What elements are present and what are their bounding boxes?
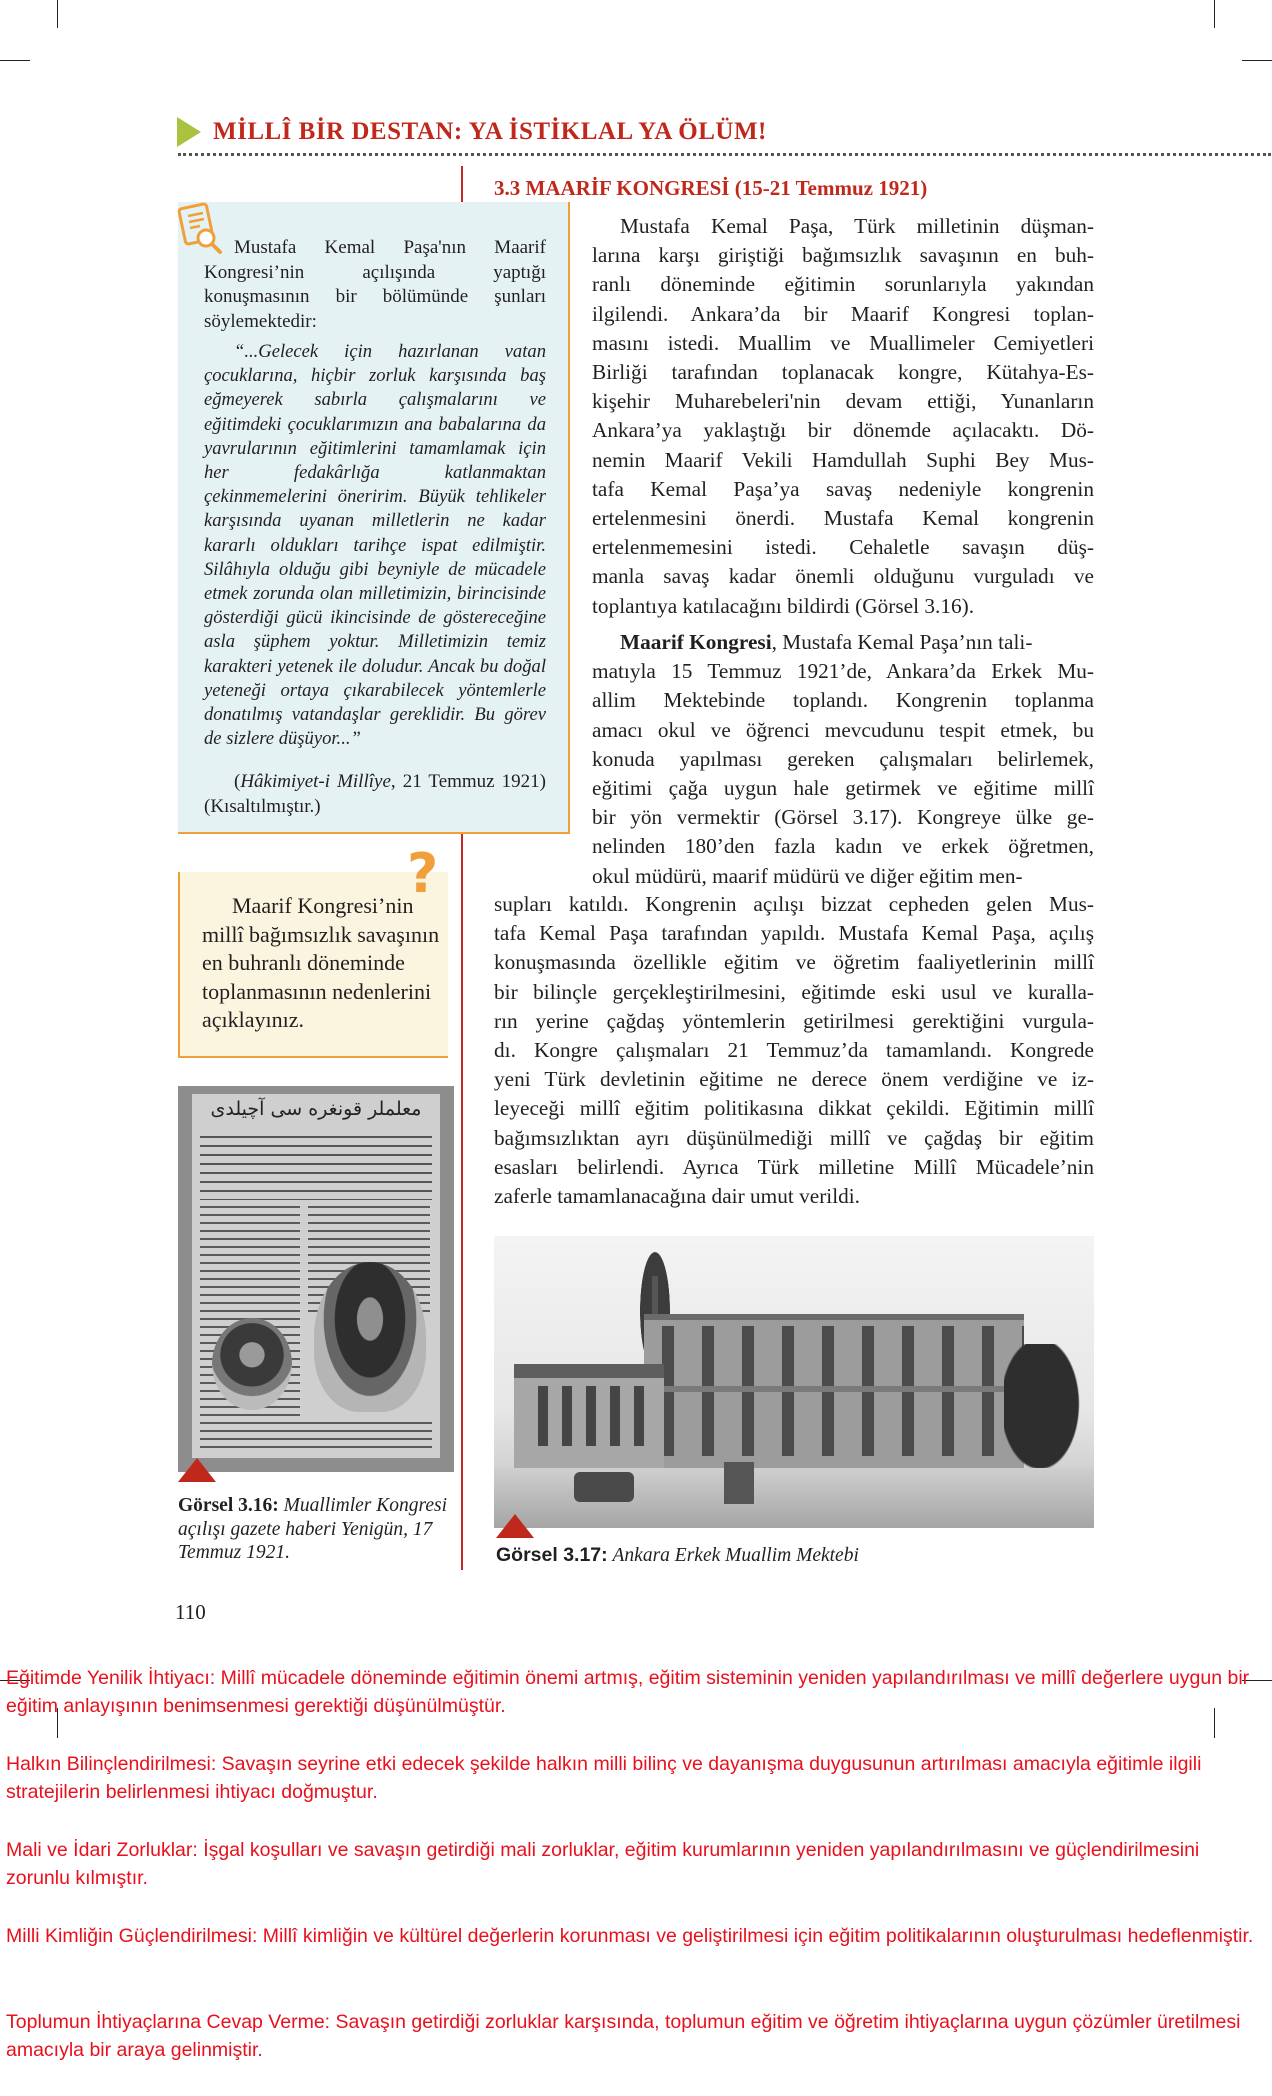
main-paragraph-2-continued <box>494 890 1094 1211</box>
paragraph-lines <box>592 657 1094 891</box>
text-line: bir yön vermektir (Görsel 3.17). Kongreye ülke ge- <box>592 805 1094 830</box>
page-number: 110 <box>175 1600 206 1624</box>
paragraph-lines <box>494 890 1094 1211</box>
caption-pointer-icon <box>178 1458 216 1482</box>
text-line: dı. Kongre çalışmaları 21 Temmuz’da tamamlandı. Kongrede <box>494 1038 1094 1063</box>
text-line: Birliği tarafından toplanacak kongre, Kütahya-Es- <box>592 360 1094 385</box>
text-line: esasları belirlendi. Ayrıca Türk milletine Millî Mücadele’nin <box>494 1154 1094 1179</box>
text-line: masını istedi. Muallim ve Muallimeler Cemiyetleri <box>592 330 1094 355</box>
paragraph-first-line <box>592 628 1094 657</box>
quote-source <box>204 770 546 819</box>
text-line: konuşmasında özellikle eğitim ve öğretim faaliyetlerinin millî <box>494 950 1094 975</box>
text-line: leyeceği millî eğitim politikasına dikkat çekildi. Eğitimin millî <box>494 1096 1094 1121</box>
main-paragraph-2 <box>592 628 1094 891</box>
portrait-left <box>212 1318 292 1410</box>
text-line: ertelenmesini önerdi. Mustafa Kemal kongrenin <box>592 506 1094 531</box>
caption-text: Ankara Erkek Muallim Mektebi <box>612 1545 859 1566</box>
caption-label: Görsel 3.17: <box>496 1544 608 1566</box>
question-text: Maarif Kongresi’nin millî bağımsızlık savaşının en buhranlı döneminde toplanmasının nedenlerini açıklayınız. <box>202 893 440 1032</box>
text-line: okul müdürü, maarif müdürü ve diğer eğitim men- <box>592 863 1023 888</box>
text-span: , 21 Temmuz 1921) (Kısaltılmıştır.) <box>204 771 547 817</box>
crop-mark <box>1214 0 1215 28</box>
text-line: nelinden 180’den fazla kadın ve erkek öğretmen, <box>592 834 1094 859</box>
caption-text: Muallimler Kongresi açılışı gazete haberi Yenigün, 17 Temmuz 1921. <box>178 1495 448 1563</box>
text-line: ertelenmemesini istedi. Cehaletle savaşın düş- <box>592 535 1094 560</box>
quote-intro: Mustafa Kemal Paşa'nın Maarif Kongresi’nin açılışında yaptığı konuşmasının bir bölümünde şunları söylemektedir: <box>204 237 546 332</box>
text-line: kişehir Muharebeleri'nin devam ettiği, Yunanların <box>592 389 1094 414</box>
paragraph-lines <box>592 212 1094 621</box>
text-line: eğitimi çağa uygun hale getirmek ve eğitime millî <box>592 776 1094 801</box>
text-line: matıyla 15 Temmuz 1921’de, Ankara’da Erkek Mu- <box>592 659 1094 684</box>
section-title: 3.3 MAARİF KONGRESİ (15-21 Temmuz 1921) <box>494 176 928 200</box>
quote-text: “...Gelecek için hazırlanan vatan çocuklarına, hiçbir zorluk karşısında baş eğmeyerek sabırla çalışmalarını ve eğitimdeki çocuklarımızın ana babalarına da yavrularının eğitimlerini tamamlamak için her fedakârlığa katlanmaktan çekinmemelerini öneririm. Büyük tehlikeler karşısında uyanan milletlerin ne kadar kararlı oldukları tarihçe ispat edilmiştir. Silâhıyla olduğu gibi beyniyle de mücadele etmek zorunda olan milletimizin, birincisinde gösterdiği gücü ikincisinde de göstereceğine asla şüphem yoktur. Milletimizin temiz karakteri yetenek ile doludur. Ancak bu doğal yeteneği ortaya çıkarabilecek yöntemlerle donatılmış vatandaşlar gereklidir. Bu görev de sizlere düşüyor...” <box>204 341 546 750</box>
text-line: tafa Kemal Paşa tarafından yapıldı. Mustafa Kemal Paşa, açılış <box>494 921 1094 946</box>
text-line: Mustafa Kemal Paşa, Türk milletinin düşman- <box>620 214 1094 238</box>
text-line: bir bilinçle gerçekleştirilmesini, eğitimde eski usul ve kuralla- <box>494 979 1094 1004</box>
text-line: ilgilendi. Ankara’da bir Maarif Kongresi toplan- <box>592 301 1094 326</box>
text-span: , Mustafa Kemal Paşa’nın tali- <box>771 630 1033 654</box>
text-line: nemin Maarif Vekili Hamdullah Suphi Bey Mus- <box>592 447 1094 472</box>
caption-label: Görsel 3.16: <box>178 1495 279 1516</box>
text-line: rın yerine çağdaş yöntemlerin getirilmesi gerektiğini vurgula- <box>494 1008 1094 1033</box>
text-line: zaferle tamamlanacağına dair umut verildi. <box>494 1184 861 1209</box>
text-span: ( <box>234 771 241 792</box>
text-line: konuda yapılması gereken çalışmaları belirlemek, <box>592 746 1094 771</box>
term-maarif-kongresi: Maarif Kongresi <box>620 630 772 654</box>
answer-paragraph: Eğitimde Yenilik İhtiyacı: Millî mücadele döneminde eğitimin önemi artmış, eğitim sisteminin yeniden yapılandırılması ve millî değerlere uygun bir eğitim anlayışının benimsenmesi gerektiği düşünülmüştür. <box>6 1667 1250 1717</box>
text-line: manla savaş kadar önemli olduğunu vurguladı ve <box>592 564 1094 589</box>
text-line: supları katıldı. Kongrenin açılışı bizzat cepheden gelen Mus- <box>494 892 1094 916</box>
answer-paragraph: Halkın Bilinçlendirilmesi: Savaşın seyrine etki edecek şekilde halkın milli bilinç ve dayanışma duygusunun artırılması amacıyla eğitimle ilgili stratejilerin belirlenmesi ihtiyacı doğmuştur. <box>6 1753 1202 1803</box>
text-line: larına karşı giriştiği bağımsızlık savaşının en buh- <box>592 243 1094 268</box>
figure-caption-316 <box>178 1494 448 1565</box>
newspaper-image <box>178 1086 454 1472</box>
text-line: amacı okul ve öğrenci mevcudunu tespit etmek, bu <box>592 717 1094 742</box>
main-paragraph-1 <box>592 212 1094 621</box>
text-line: tafa Kemal Paşa’ya savaş nedeniyle kongrenin <box>592 476 1094 501</box>
caption-pointer-icon <box>496 1514 534 1538</box>
text-line: allim Mektebinde toplandı. Kongrenin toplanma <box>592 688 1094 713</box>
text-line: Ankara’ya yaklaştığı bir dönemde açılacaktı. Dö- <box>592 418 1094 443</box>
figure-caption-317 <box>496 1544 1056 1568</box>
question-mark-icon: ? <box>407 842 439 905</box>
header-arrow-icon <box>177 117 201 147</box>
text-line: bağımsızlıktan ayrı düşünülmediği millî ve çağdaş bir eğitim <box>494 1125 1094 1150</box>
text-line: yeni Türk devletinin eğitime ne derece önem verdiğine ve iz- <box>494 1067 1094 1092</box>
crop-mark <box>57 0 58 28</box>
newspaper-heading: معلملر قونغره سى آچيلدى <box>210 1098 422 1120</box>
crop-mark <box>0 60 30 61</box>
chapter-title: MİLLÎ BİR DESTAN: YA İSTİKLAL YA ÖLÜM! <box>213 118 767 145</box>
answer-paragraph: Toplumun İhtiyaçlarına Cevap Verme: Savaşın getirdiği zorluklar karşısında, toplumun eğitim ve öğretim ihtiyaçlarına uygun çözümler üretilmesi amacıyla bir araya gelinmiştir. <box>6 2011 1241 2061</box>
crop-mark <box>1242 60 1272 61</box>
building-photo <box>494 1236 1094 1528</box>
portrait-right <box>314 1262 426 1412</box>
text-line: toplantıya katılacağını bildirdi (Görsel 3.16). <box>592 593 975 618</box>
source-title: Hâkimiyet-i Millîye <box>240 771 391 792</box>
text-line: ranlı döneminde eğitimin sorunlarıyla yakından <box>592 272 1094 297</box>
header-divider <box>178 153 1271 156</box>
answer-paragraph: Mali ve İdari Zorluklar: İşgal koşulları ve savaşın getirdiği mali zorluklar, eğitim kurumlarının yeniden yapılandırılmasını ve güçlendirilmesini zorunlu kılmıştır. <box>6 1839 1200 1889</box>
answer-paragraph: Milli Kimliğin Güçlendirilmesi: Millî kimliğin ve kültürel değerlerin korunması ve geliştirilmesi için eğitim politikalarının oluşturulması hedeflenmiştir. <box>6 1925 1254 1947</box>
